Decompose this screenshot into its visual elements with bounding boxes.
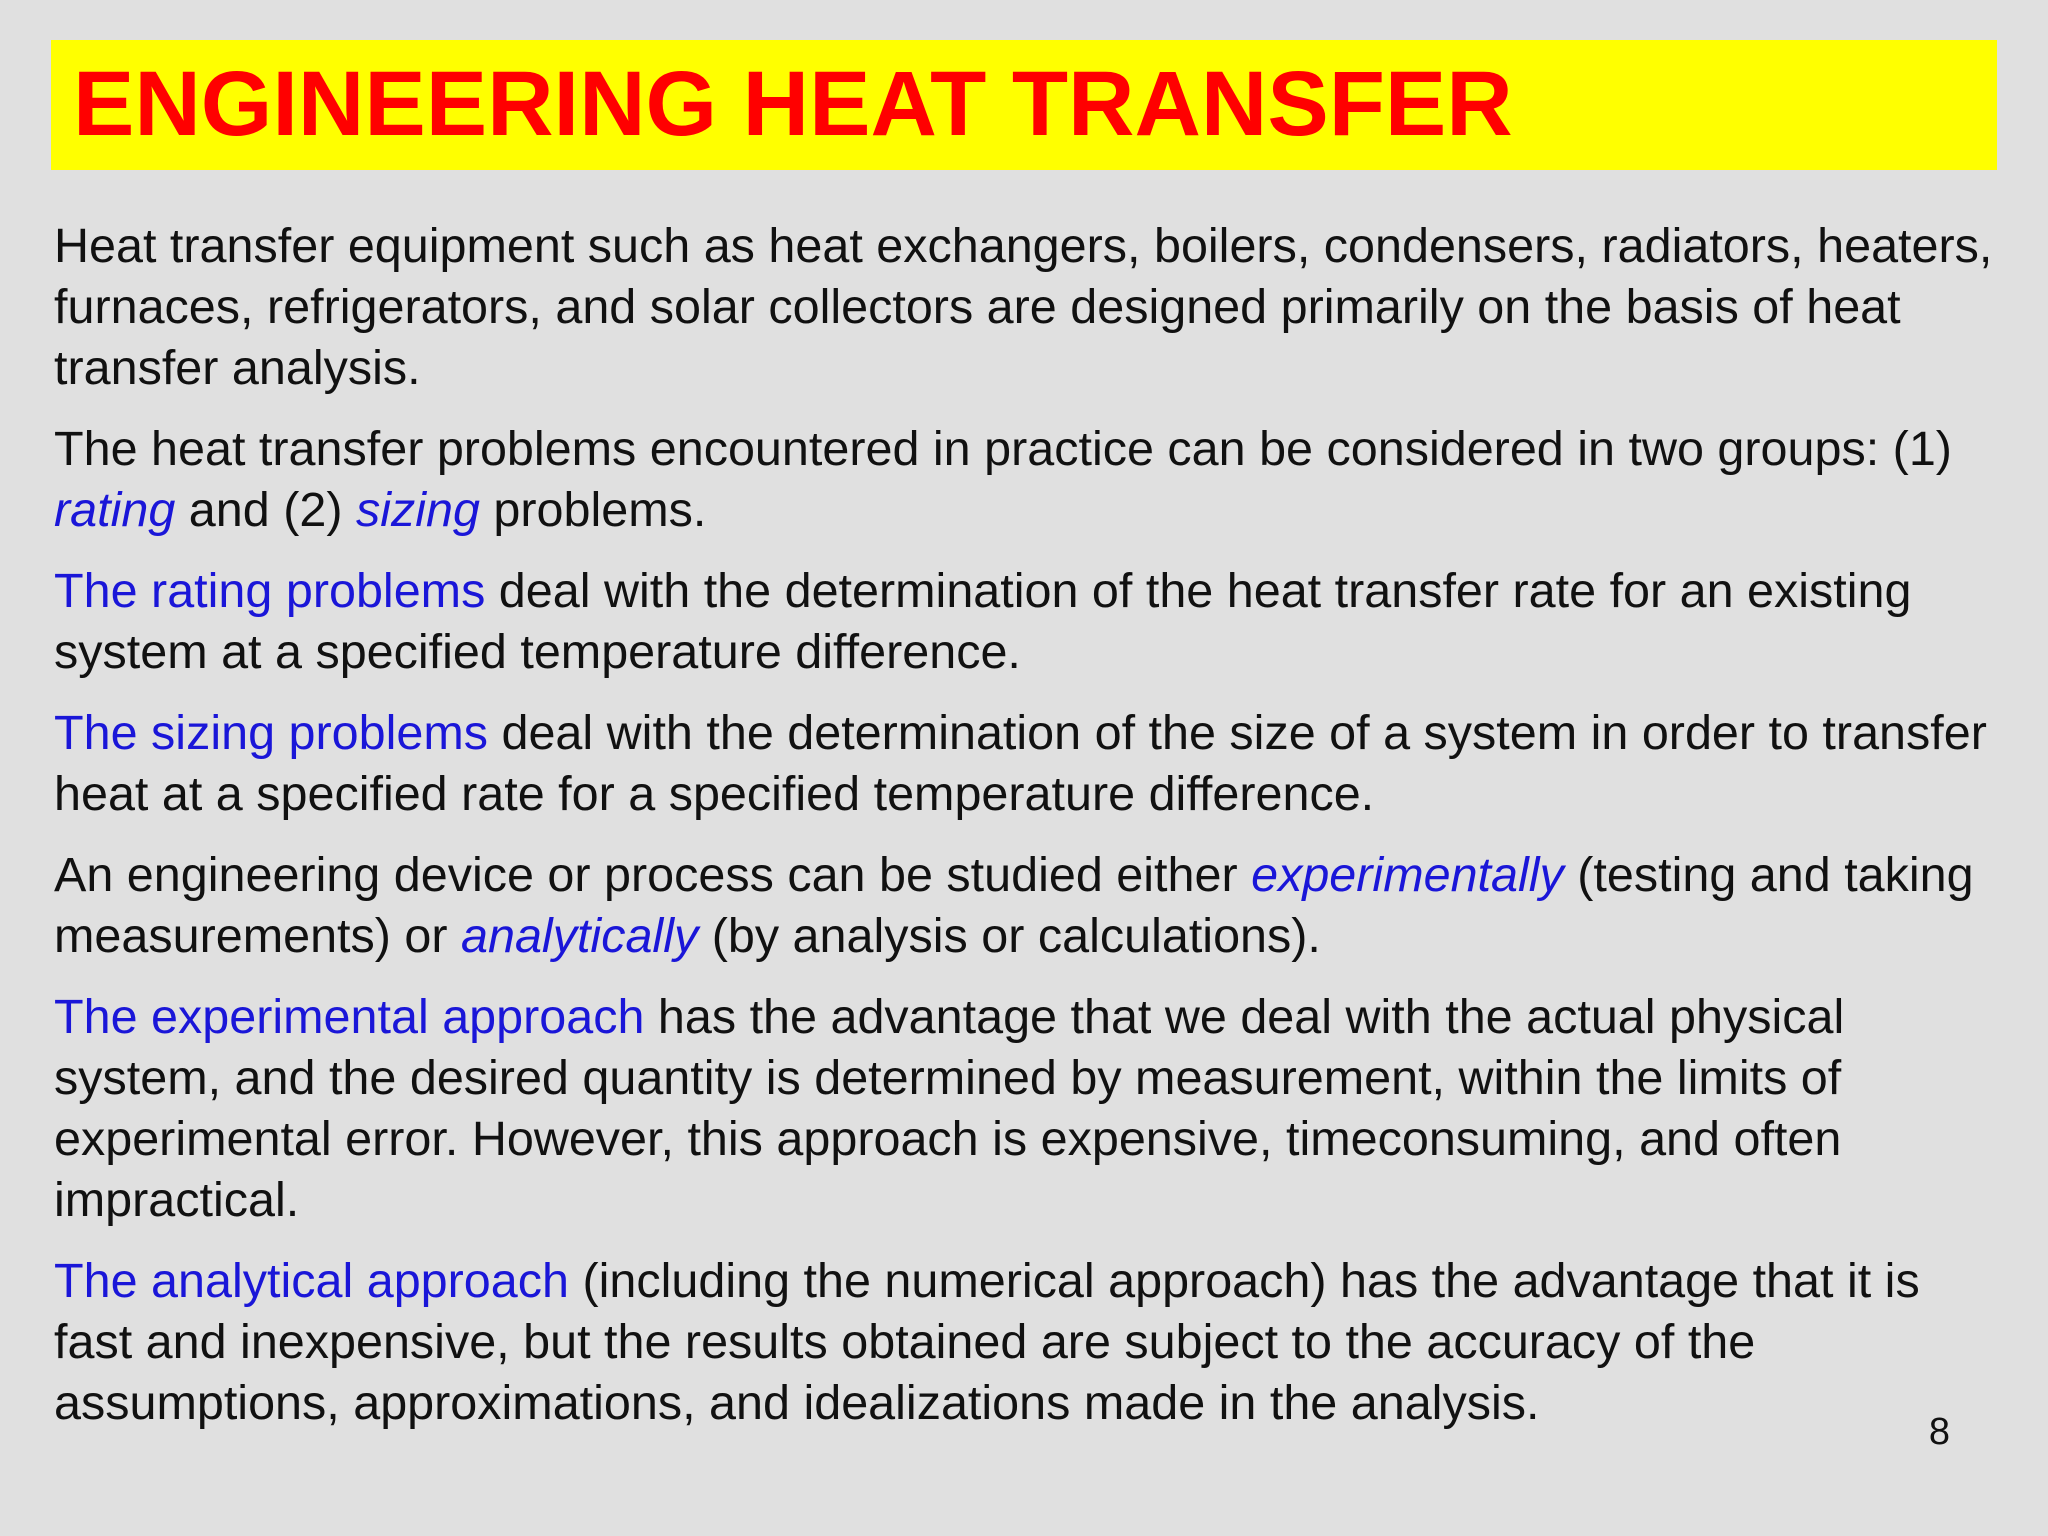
lead-analytical-approach: The analytical approach [54, 1254, 569, 1308]
paragraph-text: has the advantage that we deal with the actual physical system, and the desired quantity is determined by measurement, within the limits of experimental error. However, this approach is expensive, timeconsuming, and often impractical. [54, 990, 1845, 1227]
paragraph-problem-groups [54, 419, 2004, 541]
paragraph-equipment [54, 216, 2004, 399]
paragraph-study-methods [54, 845, 2004, 967]
paragraph-text: (by analysis or calculations). [698, 909, 1321, 963]
title-bar [51, 40, 1997, 170]
slide-body [54, 216, 2004, 1454]
term-analytically: analytically [461, 909, 699, 963]
term-experimentally: experimentally [1251, 848, 1564, 902]
paragraph-text: An engineering device or process can be studied either [54, 848, 1252, 902]
lead-sizing-problems: The sizing problems [54, 706, 488, 760]
paragraph-text: The heat transfer problems encountered in practice can be considered in two groups: (1) [54, 422, 1952, 476]
page-number: 8 [1928, 1411, 1950, 1453]
paragraph-text: and (2) [175, 483, 356, 537]
paragraph-text: (including the numerical approach) has the advantage that it is fast and inexpensive, but the results obtained are subject to the accuracy of the assumptions, approximations, and idealizations made in the analysis. [54, 1254, 1920, 1430]
paragraph-text: (testing and taking measurements) or [54, 848, 1974, 963]
lead-experimental-approach: The experimental approach [54, 990, 645, 1044]
paragraph-experimental-approach [54, 987, 2004, 1231]
paragraph-analytical-approach [54, 1251, 2004, 1434]
paragraph-text: deal with the determination of the heat transfer rate for an existing system at a specified temperature difference. [54, 564, 1912, 679]
paragraph-text: Heat transfer equipment such as heat exchangers, boilers, condensers, radiators, heaters, furnaces, refrigerators, and solar collectors are designed primarily on the basis of heat transfer analysis. [54, 219, 1993, 395]
paragraph-text: deal with the determination of the size of a system in order to transfer heat at a specified rate for a specified temperature difference. [54, 706, 1987, 821]
slide-title: ENGINEERING HEAT TRANSFER [73, 53, 1513, 155]
paragraph-text: problems. [479, 483, 707, 537]
term-sizing: sizing [355, 483, 480, 537]
term-rating: rating [54, 483, 176, 537]
paragraph-sizing-problems [54, 703, 2004, 825]
lead-rating-problems: The rating problems [54, 564, 486, 618]
paragraph-rating-problems [54, 561, 2004, 683]
